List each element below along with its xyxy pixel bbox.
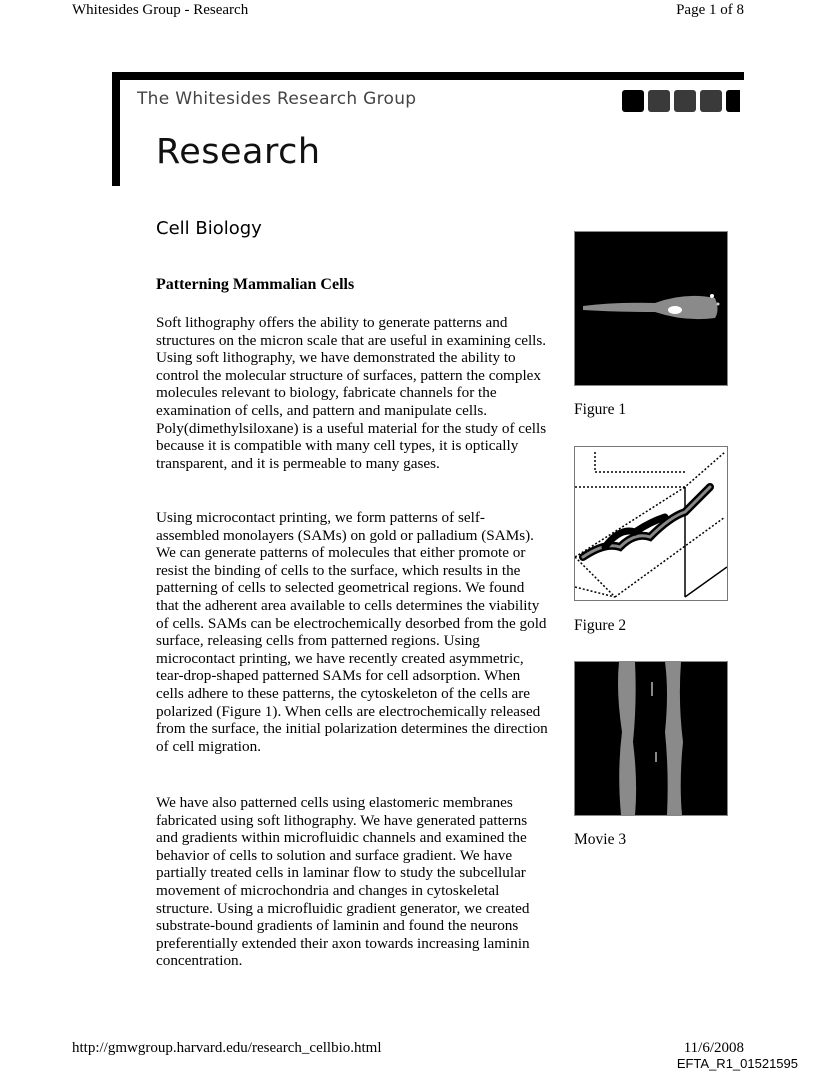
- page-header-title: Whitesides Group - Research: [72, 2, 249, 18]
- figure-1-caption: Figure 1: [574, 401, 627, 418]
- figure-2-image[interactable]: [574, 446, 728, 601]
- banner-side-bar: [112, 72, 120, 186]
- section-title: Cell Biology: [156, 218, 262, 239]
- paragraph-3: We have also patterned cells using elastomeric membranes fabricated using soft lithography. We have generated patterns and gradients within microfluidic channels and examined the behavior of cells to solution and surface gradient. We have partially treated cells in laminar flow to study the subcellular movement of microchondria and changes in cytoskeletal structure. Using a microfluidic gradient generator, we created substrate-bound gradients of laminin and found the neurons preferentially extended their axon towards increasing laminin concentration.: [156, 794, 530, 970]
- banner-nav-squares: [622, 90, 740, 112]
- footer-date: 11/6/2008: [683, 1040, 744, 1056]
- movie-3-image[interactable]: [574, 661, 728, 816]
- nav-square-1[interactable]: [622, 90, 644, 112]
- figure-2-diagram: [575, 447, 727, 600]
- nav-square-3[interactable]: [674, 90, 696, 112]
- footer-document-id: EFTA_R1_01521595: [676, 1056, 798, 1071]
- paragraph-1: Soft lithography offers the ability to generate patterns and structures on the micron scale that are useful in examining cells. Using soft lithography, we have demonstrated the ability to control the molecular structure of surfaces, pattern the complex molecules relevant to biology, fabricate channels for the examination of cells, and pattern and manipulate cells. Poly(dimethylsiloxane) is a useful material for the study of cells because it is compatible with many cell types, it is optically transparent, and it is permeable to many gases.: [156, 314, 547, 472]
- figure-1-image[interactable]: [574, 231, 728, 386]
- figure-2-caption: Figure 2: [574, 617, 627, 634]
- figure-1-micrograph: [575, 232, 727, 385]
- nav-square-4[interactable]: [700, 90, 722, 112]
- movie-3-frame: [575, 662, 727, 815]
- nav-square-2[interactable]: [648, 90, 670, 112]
- footer-url[interactable]: http://gmwgroup.harvard.edu/research_cellbio.html: [72, 1040, 382, 1056]
- movie-3-caption: Movie 3: [574, 831, 627, 848]
- page-heading: Research: [156, 132, 321, 172]
- banner-top-bar: [112, 72, 744, 80]
- group-name: The Whitesides Research Group: [137, 89, 417, 109]
- page-number: Page 1 of 8: [676, 2, 744, 18]
- paragraph-2: Using microcontact printing, we form patterns of self-assembled monolayers (SAMs) on gold or palladium (SAMs). We can generate patterns of molecules that either promote or resist the binding of cells to the surface, which results in the patterning of cells to selected geometrical regions. We found that the adherent area available to cells determines the viability of cells. SAMs can be electrochemically desorbed from the gold surface, releasing cells from patterned regions. Using microcontact printing, we have recently created asymmetric, tear-drop-shaped patterned SAMs for cell adsorption. When cells adhere to these patterns, the cytoskeleton of the cells are polarized (Figure 1). When cells are electrochemically released from the surface, the initial polarization determines the direction of cell migration.: [156, 509, 548, 755]
- article-title: Patterning Mammalian Cells: [156, 276, 355, 293]
- nav-square-5[interactable]: [726, 90, 740, 112]
